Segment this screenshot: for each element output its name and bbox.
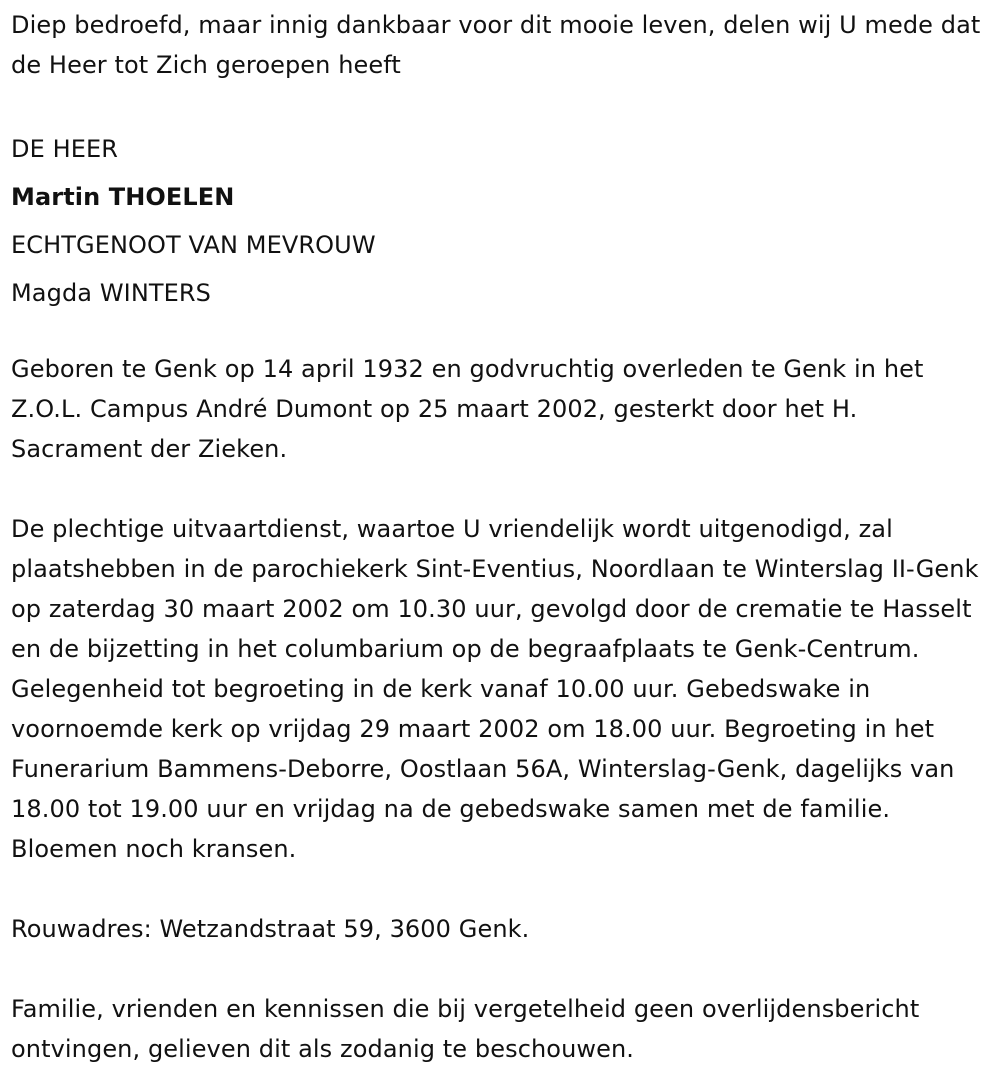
obituary-notice (11, 0, 996, 1069)
intro-paragraph: Diep bedroefd, maar innig dankbaar voor dit mooie leven, delen wij U mede dat de Heer tot Zich geroepen heeft (11, 11, 981, 79)
spouse-label: ECHTGENOOT VAN MEVROUW (11, 231, 376, 259)
title-line: DE HEER (11, 135, 119, 163)
spacer (11, 317, 996, 349)
deceased-block (11, 125, 996, 317)
deceased-name: Martin THOELEN (11, 183, 235, 211)
spacer (11, 949, 996, 989)
spacer (11, 869, 996, 909)
closing-paragraph: Familie, vrienden en kennissen die bij vergetelheid geen overlijdensbericht ontvingen, gelieven dit als zodanig te beschouwen. (11, 995, 920, 1063)
address-paragraph: Rouwadres: Wetzandstraat 59, 3600 Genk. (11, 915, 530, 943)
spacer (11, 469, 996, 509)
service-paragraph: De plechtige uitvaartdienst, waartoe U vriendelijk wordt uitgenodigd, zal plaatshebben in de parochiekerk Sint-Eventius, Noordlaan te Winterslag II-Genk op zaterdag 30 maart 2002 om 10.30 uur, gevolgd door de crematie te Hasselt en de bijzetting in het columbarium op de begraafplaats te Genk-Centrum. Gelegenheid tot begroeting in de kerk vanaf 10.00 uur. Gebedswake in voornoemde kerk op vrijdag 29 maart 2002 om 18.00 uur. Begroeting in het Funerarium Bammens-Deborre, Oostlaan 56A, Winterslag-Genk, dagelijks van 18.00 tot 19.00 uur en vrijdag na de gebedswake samen met de familie. Bloemen noch kransen. (11, 515, 979, 863)
birth-death-paragraph: Geboren te Genk op 14 april 1932 en godvruchtig overleden te Genk in het Z.O.L. Campus André Dumont op 25 maart 2002, gesterkt door het H. Sacrament der Zieken. (11, 355, 924, 463)
spouse-name: Magda WINTERS (11, 279, 212, 307)
spacer (11, 85, 996, 125)
